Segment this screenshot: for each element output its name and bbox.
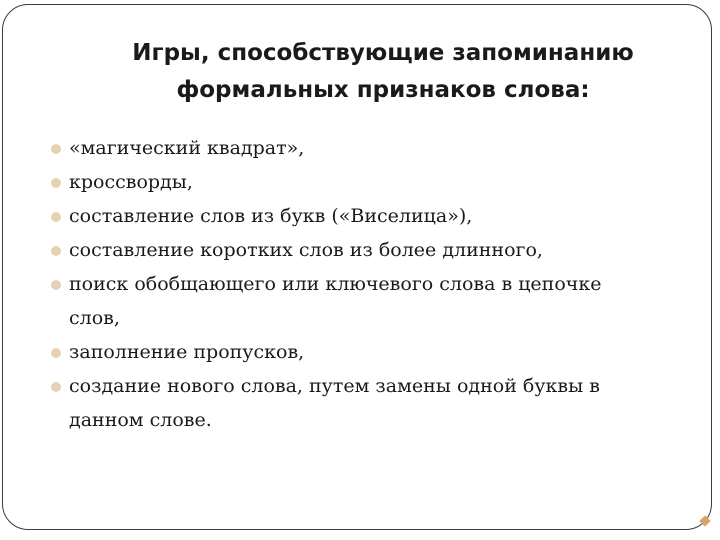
bullet-icon xyxy=(51,280,61,290)
bullet-icon xyxy=(51,178,61,188)
list-item xyxy=(51,199,651,233)
list-item-text: «магический квадрат», xyxy=(69,137,305,159)
title-line-2: формальных признаков слова: xyxy=(176,77,590,103)
list-item-text: составление коротких слов из более длинного, xyxy=(69,239,543,261)
slide-title xyxy=(3,35,720,109)
list-item-text: поиск обобщающего или ключевого слова в цепочке слов, xyxy=(69,273,602,329)
bullet-icon xyxy=(51,348,61,358)
list-item xyxy=(51,131,651,165)
list-item xyxy=(51,165,651,199)
list-item-text: создание нового слова, путем замены одной буквы в данном слове. xyxy=(69,375,600,431)
bullet-icon xyxy=(51,382,61,392)
list-item xyxy=(51,267,651,335)
list-item xyxy=(51,369,651,437)
bullet-icon xyxy=(51,144,61,154)
list-item xyxy=(51,335,651,369)
corner-diamond-icon xyxy=(699,515,710,526)
bullet-icon xyxy=(51,212,61,222)
games-list xyxy=(51,131,651,437)
list-item-text: кроссворды, xyxy=(69,171,193,193)
slide-frame xyxy=(2,4,712,530)
title-line-1: Игры, способствующие запоминанию xyxy=(132,40,634,66)
list-item-text: заполнение пропусков, xyxy=(69,341,305,363)
list-item-text: составление слов из букв («Виселица»), xyxy=(69,205,473,227)
list-item xyxy=(51,233,651,267)
bullet-icon xyxy=(51,246,61,256)
